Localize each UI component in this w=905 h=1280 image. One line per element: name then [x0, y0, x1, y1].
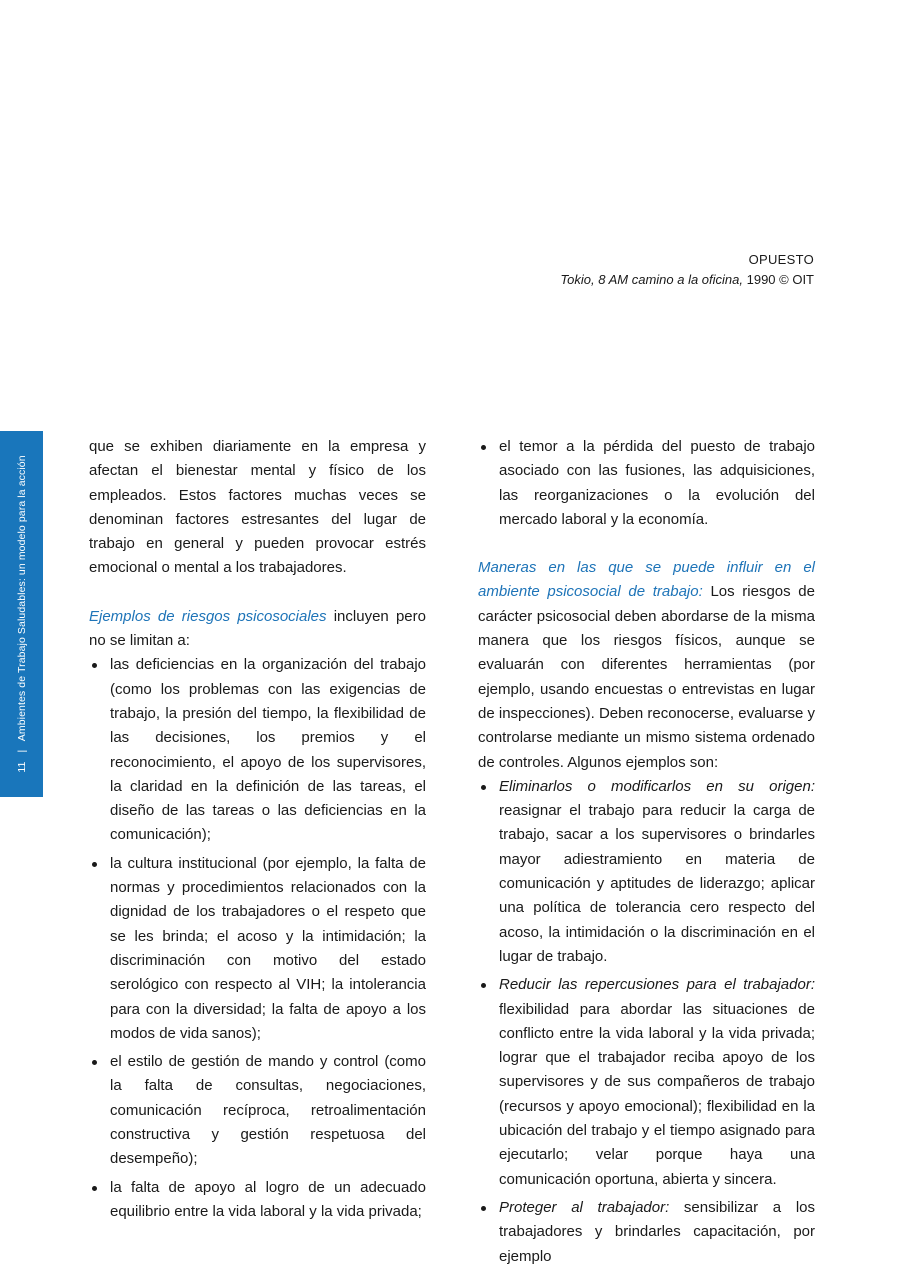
list-item — [478, 973, 815, 1192]
page-number: 11 — [15, 761, 28, 773]
right-column — [478, 435, 815, 1269]
caption-credit — [560, 270, 814, 290]
ways-paragraph — [478, 556, 815, 775]
measure-label: Reducir las repercusiones para el trabajador: — [499, 976, 815, 994]
list-item: la cultura institucional (por ejemplo, la falta de normas y procedimientos relacionados con la dignidad de los trabajadores o el respeto que se les brinda; el acoso y la intimidación; la discriminación con motivo del estado serológico con respecto al VIH; la intolerancia para con la diversidad; la falta de apoyo a los modos de vida sanos); — [89, 852, 426, 1046]
list-item — [478, 775, 815, 969]
examples-heading: Ejemplos de riesgos psicosociales — [89, 607, 327, 625]
caption-credit-title: Tokio, 8 AM camino a la oficina, — [560, 272, 743, 287]
examples-lead: incluyen pero no se limitan a: — [89, 607, 426, 650]
caption-credit-year: 1990 © OIT — [743, 272, 814, 287]
list-item: el estilo de gestión de mando y control (como la falta de consultas, negociaciones, comunicación recíproca, retroalimentación constructiva y gestión respetuosa del desempeño); — [89, 1050, 426, 1171]
photo-caption — [560, 250, 814, 290]
risk-examples-list-continued — [478, 435, 815, 532]
intro-paragraph: que se exhiben diariamente en la empresa y afectan el bienestar mental y físico de los empleados. Estos factores muchas veces se denominan factores estresantes del lugar de trabajo en general y pueden provocar estrés emocional o mental a los trabajadores. — [89, 438, 426, 577]
examples-paragraph — [89, 605, 426, 654]
side-tab-text — [16, 455, 28, 772]
ways-body: Los riesgos de carácter psicosocial deben abordarse de la misma manera que los riesgos físicos, aunque se evaluarán con diferentes herramientas (por ejemplo, usando encuestas o entrevistas en lugar de inspecciones). Deben reconocerse, evaluarse y controlarse mediante un mismo sistema ordenado de controles. Algunos ejemplos son: — [478, 583, 815, 771]
measures-list — [478, 775, 815, 1269]
side-tab — [0, 431, 43, 797]
list-item: la falta de apoyo al logro de un adecuado equilibrio entre la vida laboral y la vida privada; — [89, 1176, 426, 1225]
list-item — [478, 1196, 815, 1269]
measure-text: sensibilizar a los trabajadores y brindarles capacitación, por ejemplo — [499, 1198, 815, 1265]
caption-label: OPUESTO — [748, 252, 814, 267]
risk-examples-list — [89, 653, 426, 1224]
measure-text: flexibilidad para abordar las situaciones de conflicto entre la vida laboral y la vida privada; lograr que el trabajador reciba apoyo de los supervisores y de sus compañeros de trabajo (recursos y apoyo emocional); flexibilidad en la ubicación del trabajo y el tiempo asignado para ejecutarlo; velar porque haya una comunicación oportuna, abierta y sincera. — [499, 1000, 815, 1188]
side-tab-separator: | — [15, 749, 28, 753]
measure-label: Proteger al trabajador: — [499, 1198, 670, 1216]
ways-heading: Maneras en las que se puede influir en el ambiente psicosocial de trabajo: — [478, 559, 815, 601]
running-title: Ambientes de Trabajo Saludables: un modelo para la acción — [15, 455, 28, 742]
measure-text: reasignar el trabajo para reducir la carga de trabajo, sacar a los supervisores o brindarles mayor adiestramiento en materia de comunicación y aptitudes de liderazgo; aplicar una política de tolerancia cero respecto del acoso, la intimidación o la discriminación en el lugar de trabajo. — [499, 802, 815, 965]
measure-label: Eliminarlos o modificarlos en su origen: — [499, 777, 815, 795]
left-column — [89, 435, 426, 1224]
list-item: las deficiencias en la organización del trabajo (como los problemas con las exigencias de trabajo, la presión del tiempo, la flexibilidad de las decisiones, los premios y el reconocimiento, el apoyo de los supervisores, la claridad en la definición de las tareas, el diseño de las tareas o las deficiencias en la comunicación); — [89, 653, 426, 847]
list-item: el temor a la pérdida del puesto de trabajo asociado con las fusiones, las adquisiciones, las reorganizaciones o la evolución del mercado laboral y la economía. — [478, 435, 815, 532]
